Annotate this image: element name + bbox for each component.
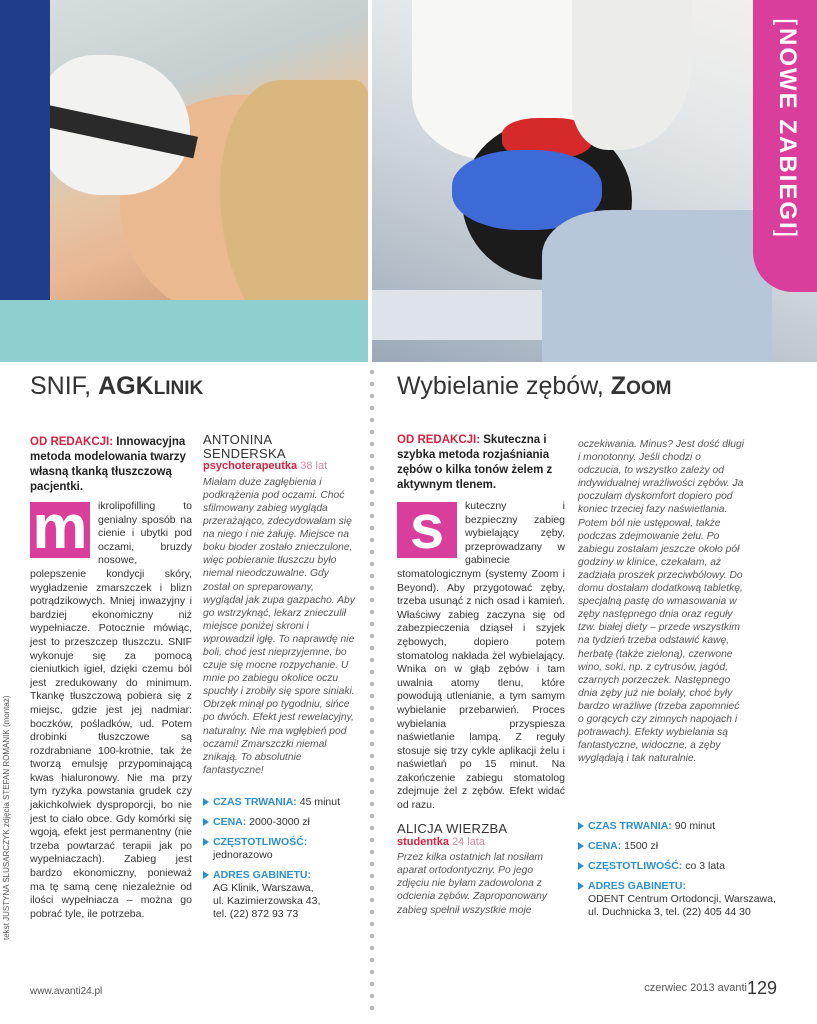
photo-patient-body bbox=[542, 210, 772, 362]
left-address-line1: AG Klinik, Warszawa, bbox=[213, 882, 314, 894]
right-info-frequency bbox=[578, 860, 788, 873]
triangle-bullet-icon bbox=[578, 882, 584, 890]
right-title-bold-small: OOM bbox=[626, 378, 672, 399]
left-info-duration bbox=[203, 796, 363, 809]
right-title-light: Wybielanie zębów, bbox=[397, 372, 611, 400]
right-quote-role-text: studentka bbox=[397, 835, 449, 848]
left-title-light: SNIF, bbox=[30, 372, 99, 400]
left-title-bold: AGK bbox=[98, 372, 154, 400]
right-frequency-label: CZĘSTOTLIWOŚĆ: bbox=[588, 860, 683, 872]
left-duration-label: CZAS TRWANIA: bbox=[213, 796, 297, 808]
photo-towel bbox=[0, 300, 368, 362]
right-quote-role bbox=[397, 836, 565, 850]
right-article-title bbox=[397, 372, 671, 401]
right-lead bbox=[397, 433, 565, 493]
right-lead-text: Skuteczna i szybka metoda rozjaśniania zębów o kilka tonów żelem z aktywnym tlenem. bbox=[397, 434, 553, 491]
left-lead-prefix: OD REDAKCJI: bbox=[30, 436, 114, 448]
right-dropcap: s bbox=[397, 502, 457, 558]
right-address-label: ADRES GABINETU: bbox=[588, 880, 687, 892]
tab-label-text: NOWE ZABIEGI bbox=[774, 27, 801, 231]
left-info-price bbox=[203, 816, 363, 829]
right-price-label: CENA: bbox=[588, 840, 622, 852]
right-address-line1: ODENT Centrum Ortodoncji, Warszawa, bbox=[588, 893, 776, 905]
left-title-bold-small: LINIK bbox=[153, 378, 204, 399]
right-testimonial bbox=[397, 822, 565, 917]
right-frequency-value: co 3 lata bbox=[682, 860, 725, 872]
left-price-label: CENA: bbox=[213, 816, 247, 828]
photo-credit: tekst JUSTYNA ŚLUSARCZYK zdjęcia STEFAN ROMANIK (montaż) bbox=[2, 695, 11, 940]
left-quote-role-text: psychoterapeutka bbox=[203, 460, 298, 473]
left-address-line2: ul. Kazimierzowska 43, bbox=[213, 895, 321, 907]
triangle-bullet-icon bbox=[578, 842, 584, 850]
triangle-bullet-icon bbox=[578, 822, 584, 830]
footer-issue: czerwiec 2013 avanti bbox=[644, 982, 747, 994]
right-info-duration bbox=[578, 820, 788, 833]
right-info-price bbox=[578, 840, 788, 853]
left-quote-role bbox=[203, 460, 355, 474]
right-quote-text-part1: Przez kilka ostatnich lat nosiłam aparat ortodontyczny. Po jego zdjęciu nie byłam zadowolona z odcienia zębów. Zaproponowany zabieg spełnił wszystkie moje bbox=[397, 852, 547, 916]
right-duration-label: CZAS TRWANIA: bbox=[588, 820, 672, 832]
triangle-bullet-icon bbox=[203, 798, 209, 806]
column-divider bbox=[369, 366, 375, 1016]
footer-url: www.avanti24.pl bbox=[30, 986, 103, 997]
triangle-bullet-icon bbox=[203, 818, 209, 826]
left-quote-age: 38 lat bbox=[297, 460, 328, 473]
triangle-bullet-icon bbox=[203, 838, 209, 846]
tab-bracket-open: [ bbox=[772, 18, 803, 28]
left-quote-text: Miałam duże zagłębienia i podkrążenia pod oczami. Choć sfilmowany zabieg wygląda przerażająco, zdecydowałam się na niego i nie żałuję. Miejsce na boku bioder zostało znieczulone, więc pobieranie tłuszczu było niemal nieodczuwalne. Gdy został on spreparowany, wyglądał jak zupa gazpacho. Aby go wstrzyknąć, lekarz znieczulił miejsce poniżej skroni i wprowadził igłę. To naprawdę nie boli, choć jest nieprzyjemne, bo czuje się mocne rozpychanie. U mnie po zabiegu okolice oczu spuchły i zrobiły się spore siniaki. Obrzęk minął po tygodniu, sińce po dwóch. Efekt jest rewelacyjny, naturalny. Nie ma wgłębień pod oczami! Zmarszczki niemal znikają. To absolutnie fantastyczne! bbox=[203, 476, 355, 776]
right-quote-name: ALICJA WIERZBA bbox=[397, 821, 508, 836]
section-tab bbox=[753, 0, 817, 292]
left-info-frequency bbox=[203, 836, 363, 862]
right-quote-age: 24 lata bbox=[448, 835, 486, 848]
left-frequency-value: jednorazowo bbox=[213, 849, 273, 861]
left-quote-name: ANTONINA SENDERSKA bbox=[203, 432, 286, 461]
right-body-text: kuteczny i bezpieczny zabieg wybielający zęby, przeprowadzany w gabinecie stomatologicznym (systemy Zoom i Beyond). Aby przygotować zęby, trzeba usunąć z nich osad i kamień. Właściwy zabieg zaczyna się od zabezpieczenia dziąseł i szyjek zębowych, dopiero potem stomatolog nakłada żel wybielający. Wnika on w głąb zębów i tam uwalnia atomy tlenu, które powodują utlenianie, a tym samym wybielanie przebarwień. Proces wybielania przyspiesza naświetlanie lampą. Z reguły stosuje się trzy cykle aplikacji żelu i naświetlań po 15 minut. Na zakończenie zabiegu stomatolog zdejmuje żel z zębów. Efekt widać od razu. bbox=[397, 500, 565, 812]
tab-bracket-close: ] bbox=[772, 230, 803, 240]
right-duration-value: 90 minut bbox=[671, 820, 716, 832]
left-lead-text: Innowacyjna metoda modelowania twarzy własną tkanką tłuszczową pacjentki. bbox=[30, 436, 186, 493]
section-tab-label bbox=[767, 14, 807, 244]
right-testimonial-continued bbox=[578, 436, 744, 765]
right-body bbox=[397, 493, 565, 813]
left-info-box bbox=[203, 796, 363, 928]
right-price-value: 1500 zł bbox=[621, 840, 659, 852]
triangle-bullet-icon bbox=[203, 871, 209, 879]
right-quote-text-part2: oczekiwania. Minus? Jest dość długi i monotonny. Jeśli chodzi o odczucia, to wszystko zależy od indywidualnej wrażliwości zębów. Ja poczułam dyskomfort dopiero pod koniec trzeciej fazy naświetlania. Potem ból nie ustępował, także podczas zdejmowanie żelu. Po zabiegu zostałam jeszcze około pół godziny w klinice, czekałam, aż zadziała proszek przeciwbólowy. Do domu dostałam dodatkową tabletkę, specjalną pastę do wmasowania w zęby następnego dnia oraz reguły tzw. białej diety – przede wszystkim na tydzień trzeba odstawić kawę, herbatę (także zieloną), czerwone wino, soki, np. z cytrusów, jagód, czarnych porzeczek. Następnego dnia zęby już nie bolały, choć były bardzo wrażliwe (trzeba zapomnieć o gorących czy zimnych napojach i potrawach). Efekty wybielania są fantastyczne, widoczne, a zęby wyglądają i tak naturalnie. bbox=[578, 439, 744, 765]
left-duration-value: 45 minut bbox=[296, 796, 341, 808]
right-title-bold: Z bbox=[610, 372, 627, 400]
right-lead-prefix: OD REDAKCJI: bbox=[397, 434, 481, 446]
right-address-line2: ul. Duchnicka 3, tel. (22) 405 44 30 bbox=[588, 906, 751, 918]
page-number: 129 bbox=[746, 978, 777, 998]
left-frequency-label: CZĘSTOTLIWOŚĆ: bbox=[213, 836, 308, 848]
left-dropcap: m bbox=[30, 502, 90, 558]
left-address-line3: tel. (22) 872 93 73 bbox=[213, 908, 299, 920]
photo-teeth-whitening bbox=[372, 0, 817, 362]
left-body bbox=[30, 493, 192, 921]
left-body-text: ikrolipofilling to genialny sposób na cienie i ubytki pod oczami, bruzdy nosowe, polepszenie kondycji skóry, wygładzenie zmarszczek i blizn potrądzikowych. Mniej inwazyjny i bardziej ekonomiczny niż wypełniacze. Potocznie mówiąc, jest to przeszczep tłuszczu. SNIF wykonuje się za pomocą cieniutkich igieł, dzięki czemu ból jest zredukowany do minimum. Tkankę tłuszczową pobiera się z miejsc, gdzie jest jej nadmiar: boczków, pośladków, ud. Potem drobinki tłuszczowe są rozdrabniane 100-krotnie, tak że tworzą emulsję przypominającą kwas hialuronowy. Nie ma przy tym ryzyka powstania grudek czy jakichkolwiek dysproporcji, bo nie jest to ciało obce. Gdy komórki się wgoją, efekt jest permanentny (nie trzeba powtarzać terapii jak po wypełniaczach). Zabieg jest bardzo ekonomiczny, ponieważ ma tę samą cenę niezależnie od ilości wypełniacza – można go pobrać tyle, ile potrzeba. bbox=[30, 500, 192, 920]
left-testimonial bbox=[203, 433, 355, 777]
right-info-box bbox=[578, 820, 788, 926]
triangle-bullet-icon bbox=[578, 862, 584, 870]
right-info-address bbox=[578, 880, 788, 919]
photo-lipofilling-procedure bbox=[0, 0, 368, 362]
left-address-label: ADRES GABINETU: bbox=[213, 869, 312, 881]
left-price-value: 2000-3000 zł bbox=[246, 816, 310, 828]
photo-dental-tray bbox=[372, 290, 542, 340]
left-lead bbox=[30, 435, 192, 495]
photo-whitening-lamp bbox=[572, 0, 692, 150]
left-info-address bbox=[203, 869, 363, 921]
left-article-title bbox=[30, 372, 203, 401]
